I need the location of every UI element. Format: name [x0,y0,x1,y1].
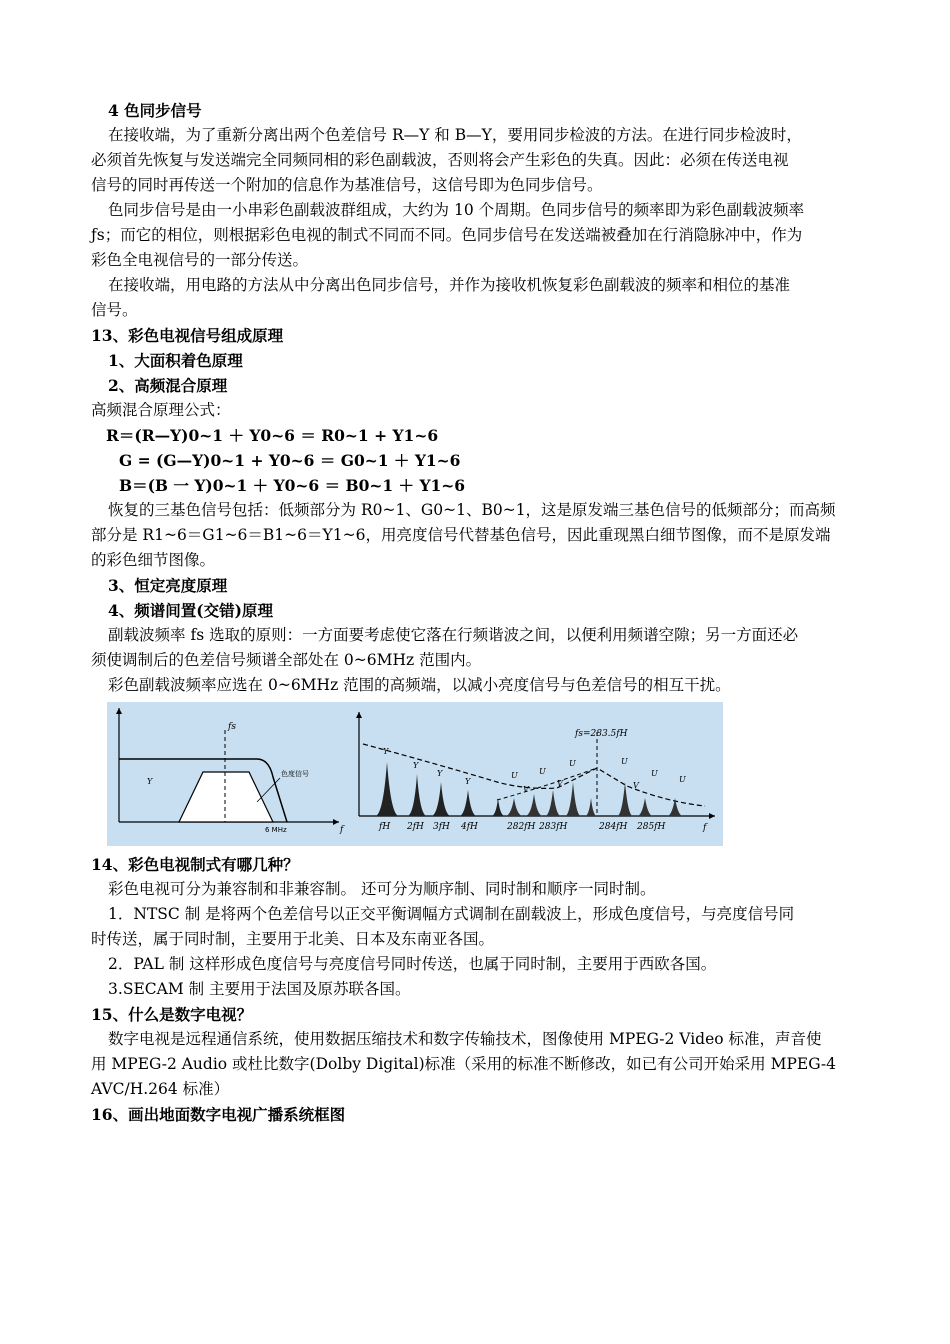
right-v-label: V [557,779,563,788]
list-item: 2、高频混合原理 [108,376,228,395]
section-4-title: 4 色同步信号 [108,101,202,120]
paragraph-line: 信号的同时再传送一个附加的信息作为基准信号，这信号即为色同步信号。 [91,176,603,194]
left-fs-label: fs [228,722,236,732]
right-v-label: V [633,781,639,790]
paragraph: 彩色副载波频率应选在 0~6MHz 范围的高频端，以减小亮度信号与色差信号的相互干扰。 [108,676,731,694]
paragraph-line: ƒs；而它的相位，则根据彩色电视的制式不同而不同。色同步信号在发送端被叠加在行消隐脉冲中，作为 [91,226,803,244]
left-y-label: Y [147,777,153,786]
tick-label: 4fH [461,822,478,832]
paragraph-line: 彩色全电视信号的一部分传送。 [91,251,309,269]
paragraph: 1．NTSC 制 是将两个色差信号以正交平衡调幅方式调制在副载波上，形成色度信号，与亮度信号同 [108,905,795,923]
paragraph-line: 信号。 [91,301,138,319]
right-u-label: U [679,775,686,784]
spectrum-diagram [107,702,723,846]
list-item: 3、恒定亮度原理 [108,576,228,595]
list-item: 4、频谱间置(交错)原理 [108,601,273,620]
right-u-label: U [539,767,546,776]
paragraph: 3.SECAM 制 主要用于法国及原苏联各国。 [108,980,411,998]
paragraph-line: AVC/H.264 标准） [91,1080,230,1098]
paragraph: 恢复的三基色信号包括：低频部分为 R0~1、G0~1、B0~1，这是原发端三基色信号的低频部分；而高频 [108,501,836,519]
left-f-label: f [340,825,344,835]
paragraph-line: 的彩色细节图像。 [91,551,216,569]
left-chroma-label: 色度信号 [281,770,309,778]
paragraph: 彩色电视可分为兼容制和非兼容制。 还可分为顺序制、同时制和顺序一同时制。 [108,880,656,898]
right-y-label: Y [413,761,419,770]
equation-g: G = (G—Y)0~1 + Y0~6 ＝ G0~1 ＋ Y1~6 [119,451,461,470]
tick-label: 282fH [507,822,536,832]
right-v-label: V [523,785,529,794]
paragraph: 副载波频率 fs 选取的原则：一方面要考虑使它落在行频谐波之间，以便利用频谱空隙；另一方面还必 [108,626,799,644]
tick-label: fH [379,822,391,832]
paragraph: 2．PAL 制 这样形成色度信号与亮度信号同时传送，也属于同时制，主要用于西欧各国。 [108,955,717,973]
equation-b: B＝(B 一 Y)0~1 ＋ Y0~6 ＝ B0~1 ＋ Y1~6 [119,476,466,495]
paragraph-line: 用 MPEG-2 Audio 或杜比数字(Dolby Digital)标准（采用的标准不断修改，如已有公司开始采用 MPEG-4 [91,1055,836,1073]
tick-label: 284fH [599,822,628,832]
section-16-title: 16、画出地面数字电视广播系统框图 [91,1105,346,1124]
left-spectrum-panel [116,708,345,835]
paragraph: 色同步信号是由一小串彩色副载波群组成，大约为 10 个周期。色同步信号的频率即为彩色副载波频率 [108,201,805,219]
section-14-title: 14、彩色电视制式有哪几种？ [91,855,299,874]
paragraph: 在接收端，用电路的方法从中分离出色同步信号，并作为接收机恢复彩色副载波的频率和相位的基准 [108,276,791,294]
paragraph-line: 时传送，属于同时制，主要用于北美、日本及东南亚各国。 [91,930,495,948]
spectrum-figure [107,702,723,846]
right-u-label: U [569,759,576,768]
right-u-label: U [511,771,518,780]
paragraph-line: 必须首先恢复与发送端完全同频同相的彩色副载波，否则将会产生彩色的失真。因此：必须在传送电视 [91,151,789,169]
right-u-label: U [621,757,628,766]
right-u-label: U [651,769,658,778]
equation-r: R＝(R—Y)0~1 ＋ Y0~6 ＝ R0~1 + Y1~6 [106,426,439,445]
right-f-label: f [703,823,707,833]
paragraph: 在接收端，为了重新分离出两个色差信号 R—Y 和 B—Y，要用同步检波的方法。在进行同步检波时， [108,126,802,144]
tick-label: 285fH [637,822,666,832]
tick-label: 2fH [407,822,424,832]
list-item: 1、大面积着色原理 [108,351,243,370]
paragraph-line: 须使调制后的色差信号频谱全部处在 0~6MHz 范围内。 [91,651,482,669]
tick-label: 3fH [433,822,450,832]
right-spectrum-panel [356,712,715,833]
section-13-title: 13、彩色电视信号组成原理 [91,326,284,345]
document-page [91,98,861,1127]
paragraph-line: 部分是 R1~6＝G1~6＝B1~6＝Y1~6，用亮度信号代替基色信号，因此重现黑白细节图像，而不是原发端 [91,526,831,544]
right-y-label: Y [383,747,389,756]
right-y-label: Y [437,769,443,778]
formula-label: 高频混合原理公式： [91,401,231,419]
paragraph: 数字电视是远程通信系统，使用数据压缩技术和数字传输技术，图像使用 MPEG-2 Video 标准，声音使 [108,1030,822,1048]
left-6mhz-label: 6 MHz [265,826,287,834]
section-15-title: 15、什么是数字电视？ [91,1005,253,1024]
tick-label: 283fH [539,822,568,832]
right-fs-label: fs=283.5fH [575,729,628,739]
right-y-label: Y [465,777,471,786]
